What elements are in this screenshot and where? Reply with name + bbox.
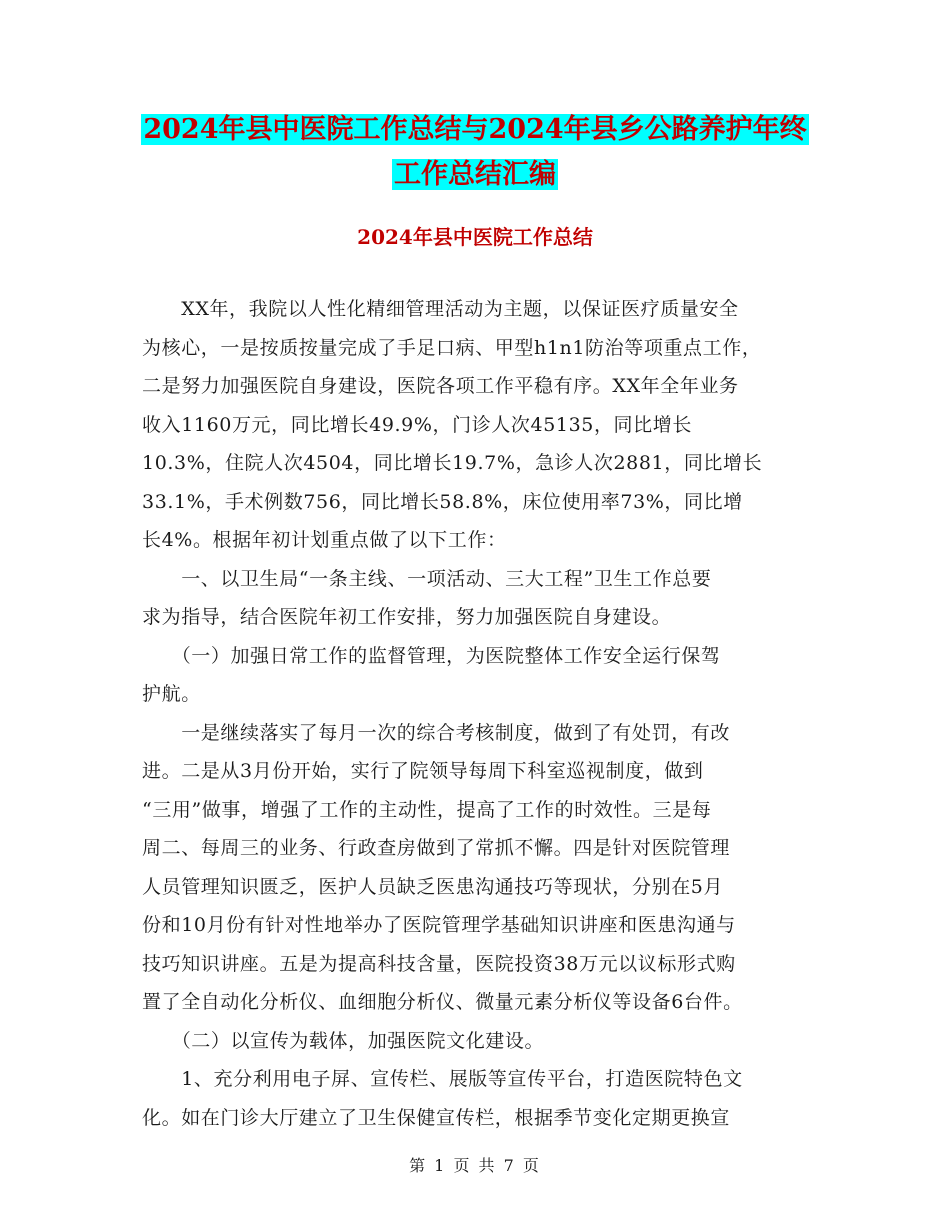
text-line: 置了全自动化分析仪、血细胞分析仪、微量元素分析仪等设备6台件。 (142, 991, 743, 1013)
text-line: 周二、每周三的业务、行政查房做到了常抓不懈。四是针对医院管理 (142, 837, 731, 859)
text-line: （二）以宣传为载体，加强医院文化建设。 (142, 1029, 545, 1052)
text-line: 护航。 (142, 683, 201, 705)
text-line: 人员管理知识匮乏，医护人员缺乏医患沟通技巧等现状，分别在5月 (142, 875, 724, 898)
text-line: 33.1%，手术例数756，同比增长58.8%，床位使用率73%，同比增 (142, 490, 743, 513)
page-footer: 第 1 页 共 7 页 (409, 1156, 541, 1175)
text-line: 1、充分利用电子屏、宣传栏、展版等宣传平台，打造医院特色文 (142, 1068, 743, 1090)
text-line: 份和10月份有针对性地举办了医院管理学基础知识讲座和医患沟通与 (142, 914, 736, 936)
text-line: 求为指导，结合医院年初工作安排，努力加强医院自身建设。 (142, 606, 672, 628)
text-line: 化。如在门诊大厅建立了卫生保健宣传栏，根据季节变化定期更换宣 (142, 1106, 731, 1129)
text-line: 为核心，一是按质按量完成了手足口病、甲型h1n1防治等项重点工作， (142, 336, 762, 359)
text-line: 进。二是从3月份开始，实行了院领导每周下科室巡视制度，做到 (142, 760, 704, 782)
text-line: 技巧知识讲座。五是为提高科技含量，医院投资38万元以议标形式购 (142, 952, 736, 975)
text-line: （一）加强日常工作的监督管理，为医院整体工作安全运行保驾 (142, 644, 721, 667)
main-title-line-2: 工作总结汇编 (394, 159, 556, 190)
text-line: 一、以卫生局“一条主线、一项活动、三大工程”卫生工作总要 (142, 567, 712, 590)
text-line: XX年，我院以人性化精细管理活动为主题，以保证医疗质量安全 (142, 298, 739, 320)
text-line: 10.3%，住院人次4504，同比增长19.7%，急诊人次2881，同比增长 (142, 452, 763, 474)
text-line: 一是继续落实了每月一次的综合考核制度，做到了有处罚，有改 (142, 721, 731, 744)
text-line: “三用”做事，增强了工作的主动性，提高了工作的时效性。三是每 (142, 798, 712, 821)
text-line: 收入1160万元，同比增长49.9%，门诊人次45135，同比增长 (142, 413, 692, 436)
text-line: 长4%。根据年初计划重点做了以下工作： (142, 529, 507, 551)
section-title: 2024年县中医院工作总结 (357, 225, 593, 249)
body-text (142, 290, 808, 1137)
main-title-line-1: 2024年县中医院工作总结与2024年县乡公路养护年终 (143, 114, 807, 145)
text-line: 二是努力加强医院自身建设，医院各项工作平稳有序。XX年全年业务 (142, 375, 739, 397)
